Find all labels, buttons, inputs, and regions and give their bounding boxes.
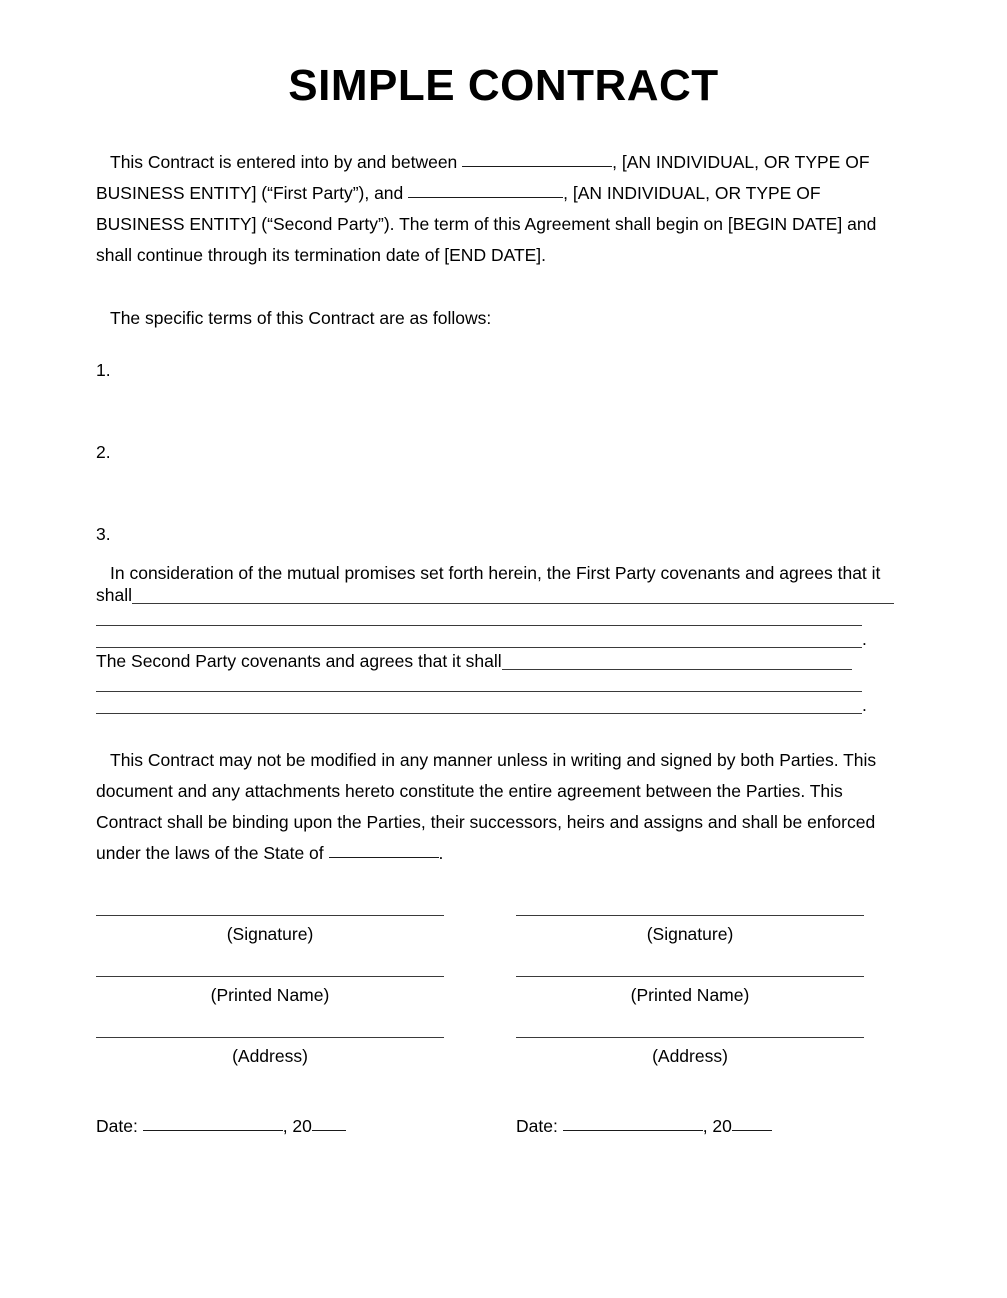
- numbered-term-1[interactable]: [96, 357, 111, 383]
- date-year-separator: , 20: [282, 1116, 312, 1136]
- second-party-covenant-row-2: [96, 672, 911, 694]
- spacer: [96, 946, 444, 976]
- second-party-covenant-blank-1[interactable]: [502, 653, 852, 670]
- first-party-covenant-row-2: [96, 606, 911, 628]
- spacer: [96, 1007, 444, 1037]
- terms-lead-paragraph: [96, 303, 911, 334]
- date-label: Date:: [516, 1116, 558, 1136]
- first-party-covenant-lead: In consideration of the mutual promises set forth herein, the First Party covenants and agrees that it: [110, 563, 881, 583]
- date-row-second-party: [516, 1113, 772, 1139]
- first-party-covenant-blank-1[interactable]: [132, 587, 894, 604]
- signature-label: (Signature): [226, 924, 314, 944]
- address-label: (Address): [652, 1046, 728, 1066]
- second-party-covenant-period: .: [862, 695, 867, 715]
- intro-text-segment-2: , [AN INDIVIDUAL, OR TYPE OF BUSINESS ENTITY] (“First Party”), and: [96, 152, 870, 203]
- first-party-name-blank[interactable]: [462, 166, 612, 167]
- date-blank-second-party[interactable]: [563, 1130, 703, 1131]
- closing-paragraph: [96, 745, 911, 869]
- numbered-term-marker: 1.: [96, 360, 111, 380]
- terms-lead-text: The specific terms of this Contract are as follows:: [110, 308, 492, 328]
- date-year-blank-second-party[interactable]: [732, 1130, 772, 1131]
- address-group: [516, 1037, 864, 1068]
- printed-name-label: (Printed Name): [630, 985, 750, 1005]
- covenants-section: [96, 562, 911, 716]
- closing-period: .: [438, 843, 444, 863]
- date-row-first-party: [96, 1113, 346, 1139]
- second-party-covenant-blank-3[interactable]: [96, 697, 862, 714]
- signature-block-first-party: [96, 915, 444, 1068]
- first-party-covenant-blank-3[interactable]: [96, 631, 862, 648]
- address-label: (Address): [232, 1046, 308, 1066]
- second-party-covenant-row-3: [96, 694, 911, 716]
- date-blank-first-party[interactable]: [143, 1130, 283, 1131]
- page-title: SIMPLE CONTRACT: [288, 61, 719, 110]
- intro-paragraph: [96, 147, 911, 271]
- intro-text-segment-1: This Contract is entered into by and between: [110, 152, 463, 172]
- first-party-covenant-row-1: [96, 584, 911, 606]
- numbered-term-3[interactable]: [96, 521, 111, 547]
- date-label: Date:: [96, 1116, 138, 1136]
- second-party-covenant-row-1: [96, 650, 911, 672]
- spacer: [516, 946, 864, 976]
- shall-label: shall: [96, 585, 132, 605]
- signature-group: [96, 915, 444, 946]
- first-party-covenant-row-3: [96, 628, 911, 650]
- printed-name-group: [516, 976, 864, 1007]
- date-year-blank-first-party[interactable]: [312, 1130, 346, 1131]
- second-party-covenant-blank-2[interactable]: [96, 675, 862, 692]
- numbered-term-marker: 3.: [96, 524, 111, 544]
- first-party-covenant-period: .: [862, 629, 867, 649]
- signature-group: [516, 915, 864, 946]
- first-party-covenant-blank-2[interactable]: [96, 609, 862, 626]
- address-group: [96, 1037, 444, 1068]
- signature-block-second-party: [516, 915, 864, 1068]
- numbered-term-2[interactable]: [96, 439, 111, 465]
- closing-text: This Contract may not be modified in any manner unless in writing and signed by both Parties. This document and any attachments hereto constitute the entire agreement between the Parties. This Contract shall be binding upon the Parties, their successors, heirs and assigns and shall be enforced under the laws of the State of: [96, 750, 877, 863]
- date-year-separator: , 20: [702, 1116, 732, 1136]
- printed-name-label: (Printed Name): [210, 985, 330, 1005]
- second-party-covenant-lead: The Second Party covenants and agrees that it shall: [96, 651, 502, 671]
- intro-text-segment-3: , [AN INDIVIDUAL, OR TYPE OF BUSINESS ENTITY] (“Second Party”). The term of this Agreement shall begin on [BEGIN DATE] and shall continue through its termination date of [END DATE].: [96, 183, 877, 265]
- governing-state-blank[interactable]: [329, 857, 439, 858]
- spacer: [516, 1007, 864, 1037]
- second-party-name-blank[interactable]: [408, 197, 563, 198]
- printed-name-group: [96, 976, 444, 1007]
- numbered-term-marker: 2.: [96, 442, 111, 462]
- signature-label: (Signature): [646, 924, 734, 944]
